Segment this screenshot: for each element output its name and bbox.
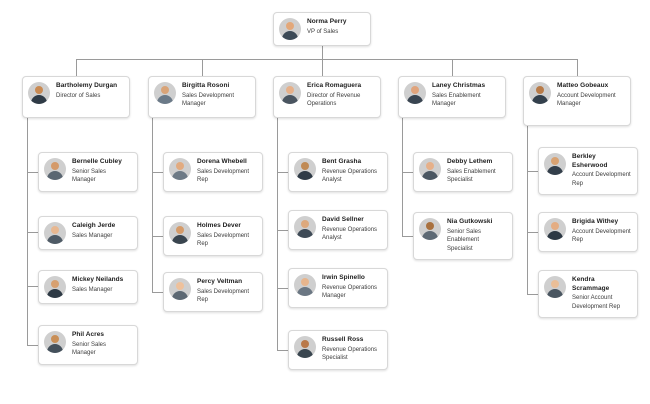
node-name: Matteo Gobeaux	[557, 82, 609, 89]
avatar	[169, 222, 191, 244]
avatar	[419, 218, 441, 240]
node-text	[197, 278, 256, 305]
connector-line	[277, 350, 288, 351]
connector-line	[322, 59, 323, 76]
avatar	[294, 216, 316, 238]
org-node-david-sellner[interactable]	[288, 210, 388, 250]
node-name: Erica Romaguera	[307, 82, 362, 89]
node-title: Sales Development Rep	[197, 288, 250, 303]
connector-line	[76, 59, 577, 60]
node-title: Senior Sales Manager	[72, 168, 107, 183]
node-title: Revenue Operations Analyst	[322, 226, 378, 241]
org-node-holmes-dever[interactable]	[163, 216, 263, 256]
node-name: Dorena Whebell	[197, 158, 247, 165]
node-name: Nia Gutkowski	[447, 218, 493, 225]
node-name: Irwin Spinello	[322, 274, 365, 281]
connector-line	[152, 236, 163, 237]
connector-line	[527, 171, 538, 172]
node-text	[197, 158, 256, 185]
node-text	[72, 276, 131, 294]
org-node-birgitta-rosoni[interactable]	[148, 76, 256, 118]
node-text	[307, 82, 374, 109]
connector-line	[277, 288, 288, 289]
connector-line	[527, 294, 538, 295]
node-title: Sales Enablement Manager	[432, 92, 481, 107]
org-node-laney-christmas[interactable]	[398, 76, 506, 118]
node-title: Director of Sales	[56, 92, 101, 99]
connector-line	[27, 232, 38, 233]
org-node-irwin-spinello[interactable]	[288, 268, 388, 308]
node-text	[572, 218, 631, 245]
org-node-erica-romaguera[interactable]	[273, 76, 381, 118]
node-title: Sales Manager	[72, 286, 113, 293]
org-node-debby-lethem[interactable]	[413, 152, 513, 192]
node-name: Kendra Scrammage	[572, 276, 610, 292]
connector-line	[27, 345, 38, 346]
node-title: Sales Development Rep	[197, 232, 250, 247]
node-text	[322, 158, 381, 185]
org-node-caleigh-jerde[interactable]	[38, 216, 138, 250]
connector-line	[402, 172, 403, 236]
node-text	[72, 331, 131, 358]
connector-line	[27, 286, 38, 287]
node-title: Account Development Rep	[572, 228, 631, 243]
org-node-percy-veltman[interactable]	[163, 272, 263, 312]
avatar	[544, 153, 566, 175]
node-text	[56, 82, 123, 100]
node-name: Bent Grasha	[322, 158, 362, 165]
avatar	[544, 218, 566, 240]
avatar	[28, 82, 50, 104]
connector-line	[277, 118, 278, 172]
avatar	[294, 274, 316, 296]
org-node-kendra-scrammage[interactable]	[538, 270, 638, 318]
org-node-matteo-gobeaux[interactable]	[523, 76, 631, 126]
connector-line	[76, 59, 77, 76]
node-name: Holmes Dever	[197, 222, 241, 229]
connector-line	[402, 236, 413, 237]
node-name: Bernelle Cubley	[72, 158, 122, 165]
avatar	[279, 18, 301, 40]
node-title: Account Development Manager	[557, 92, 616, 107]
node-text	[572, 153, 631, 188]
node-name: Mickey Neilands	[72, 276, 124, 283]
org-node-bartholemy-durgan[interactable]	[22, 76, 130, 118]
org-node-bernelle-cubley[interactable]	[38, 152, 138, 192]
avatar	[294, 158, 316, 180]
node-title: Revenue Operations Analyst	[322, 168, 378, 183]
node-title: Sales Enablement Specialist	[447, 168, 496, 183]
node-name: Caleigh Jerde	[72, 222, 116, 229]
org-node-bent-grasha[interactable]	[288, 152, 388, 192]
node-title: Account Development Rep	[572, 172, 631, 187]
connector-line	[152, 172, 153, 292]
avatar	[44, 222, 66, 244]
node-title: Sales Manager	[72, 232, 113, 239]
avatar	[294, 336, 316, 358]
node-title: Director of Revenue Operations	[307, 92, 361, 107]
node-title: Revenue Operations Manager	[322, 284, 378, 299]
connector-line	[402, 172, 413, 173]
connector-line	[202, 59, 203, 76]
node-name: Norma Perry	[307, 18, 347, 25]
node-title: Revenue Operations Specialist	[322, 346, 378, 361]
connector-line	[577, 59, 578, 76]
node-title: Senior Sales Manager	[72, 341, 107, 356]
connector-line	[27, 172, 28, 345]
node-text	[72, 222, 131, 240]
connector-line	[527, 171, 528, 294]
node-text	[572, 276, 631, 311]
org-node-phil-acres[interactable]	[38, 325, 138, 365]
node-text	[322, 274, 381, 301]
avatar	[529, 82, 551, 104]
node-name: David Sellner	[322, 216, 364, 223]
avatar	[154, 82, 176, 104]
node-name: Berkley Esherwood	[572, 153, 608, 169]
node-text	[322, 216, 381, 243]
connector-line	[402, 118, 403, 172]
node-name: Russell Ross	[322, 336, 364, 343]
node-text	[322, 336, 381, 363]
node-text	[72, 158, 131, 185]
node-text	[182, 82, 249, 109]
node-text	[447, 218, 506, 253]
connector-line	[27, 118, 28, 172]
connector-line	[27, 172, 38, 173]
node-title: Senior Sales Enablement Specialist	[447, 228, 482, 252]
node-name: Percy Veltman	[197, 278, 243, 285]
node-name: Debby Lethem	[447, 158, 493, 165]
avatar	[544, 276, 566, 298]
node-title: VP of Sales	[307, 28, 339, 35]
avatar	[279, 82, 301, 104]
connector-line	[452, 59, 453, 76]
node-text	[447, 158, 506, 185]
node-text	[197, 222, 256, 249]
node-text	[432, 82, 499, 109]
node-name: Brigida Withey	[572, 218, 619, 225]
avatar	[169, 278, 191, 300]
org-node-brigida-withey[interactable]	[538, 212, 638, 252]
node-title: Sales Development Manager	[182, 92, 235, 107]
connector-line	[277, 230, 288, 231]
node-title: Sales Development Rep	[197, 168, 250, 183]
node-name: Phil Acres	[72, 331, 105, 338]
avatar	[44, 276, 66, 298]
connector-line	[277, 172, 288, 173]
avatar	[44, 331, 66, 353]
connector-line	[152, 172, 163, 173]
org-node-russell-ross[interactable]	[288, 330, 388, 370]
avatar	[44, 158, 66, 180]
org-node-dorena-whebell[interactable]	[163, 152, 263, 192]
connector-line	[322, 45, 323, 59]
avatar	[419, 158, 441, 180]
node-name: Laney Christmas	[432, 82, 486, 89]
node-name: Bartholemy Durgan	[56, 82, 118, 89]
org-node-mickey-neilands[interactable]	[38, 270, 138, 304]
node-title: Senior Account Development Rep	[572, 295, 621, 310]
connector-line	[527, 232, 538, 233]
org-node-berkley-esherwood[interactable]	[538, 147, 638, 195]
node-text	[557, 82, 624, 109]
connector-line	[277, 172, 278, 350]
node-name: Birgitta Rosoni	[182, 82, 230, 89]
org-node-nia-gutkowski[interactable]	[413, 212, 513, 260]
connector-line	[152, 118, 153, 172]
org-node-norma-perry[interactable]	[273, 12, 371, 46]
avatar	[404, 82, 426, 104]
connector-line	[152, 292, 163, 293]
avatar	[169, 158, 191, 180]
node-text	[307, 18, 364, 36]
connector-line	[527, 126, 528, 171]
